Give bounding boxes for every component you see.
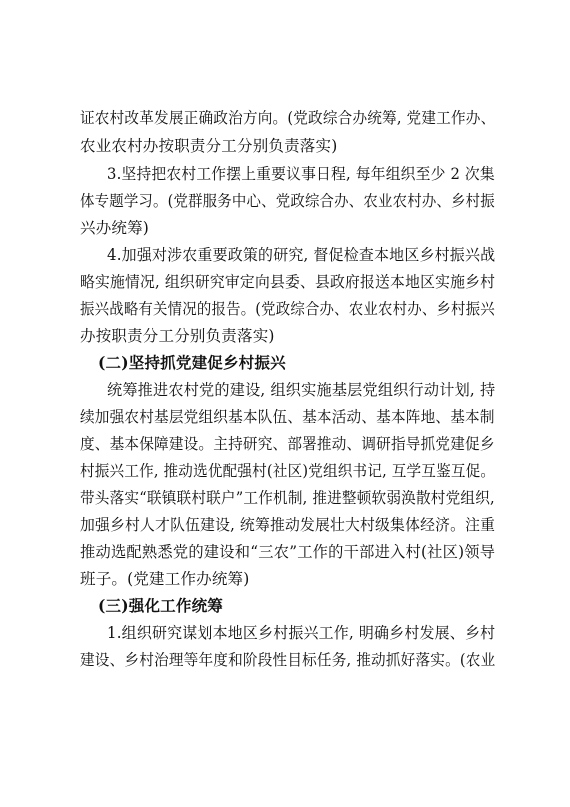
text-line-16: 加强乡村人才队伍建设, 统筹推动发展壮大村级集体经济。注重: [80, 516, 496, 534]
text-line-15: 带头落实“联镇联村联户”工作机制, 推进整顿软弱涣散村党组织,: [80, 489, 495, 507]
text-line-14: 村振兴工作, 推动选优配强村(社区)党组织书记, 互学互鉴互促。: [80, 462, 496, 480]
text-line-1: 证农村改革发展正确政治方向。(党政综合办统筹, 党建工作办、: [80, 109, 496, 127]
text-line-12: 续加强农村基层党组织基本队伍、基本活动、基本阵地、基本制: [80, 408, 495, 426]
text-line-2: 农业农村办按职责分工分别负责落实): [80, 137, 338, 155]
text-line-9: 办按职责分工分别负责落实): [80, 327, 275, 345]
section-heading-3: (三)强化工作统筹: [98, 596, 223, 615]
text-line-11: 统筹推进农村党的建设, 组织实施基层党组织行动计划, 持: [107, 381, 496, 399]
text-line-17: 推动选配熟悉党的建设和“三农”工作的干部进入村(社区)领导: [80, 543, 496, 561]
text-line-20: 1.组织研究谋划本地区乡村振兴工作, 明确乡村发展、乡村: [107, 624, 496, 642]
text-line-5: 兴办统筹): [80, 219, 150, 237]
text-line-8: 振兴战略有关情况的报告。(党政综合办、农业农村办、乡村振兴: [80, 300, 495, 318]
text-line-6: 4.加强对涉农重要政策的研究, 督促检查本地区乡村振兴战: [107, 246, 496, 264]
text-line-21: 建设、乡村治理等年度和阶段性目标任务, 推动抓好落实。(农业: [80, 651, 496, 669]
text-line-18: 班子。(党建工作办统筹): [80, 570, 250, 588]
section-heading-2: (二)坚持抓党建促乡村振兴: [98, 353, 286, 372]
text-line-3: 3.坚持把农村工作摆上重要议事日程, 每年组织至少 2 次集: [107, 165, 495, 183]
text-line-7: 略实施情况, 组织研究审定向县委、县政府报送本地区实施乡村: [80, 273, 496, 291]
text-line-4: 体专题学习。(党群服务中心、党政综合办、农业农村办、乡村振: [80, 192, 495, 210]
text-line-13: 度、基本保障建设。主持研究、部署推动、调研指导抓党建促乡: [80, 435, 495, 453]
